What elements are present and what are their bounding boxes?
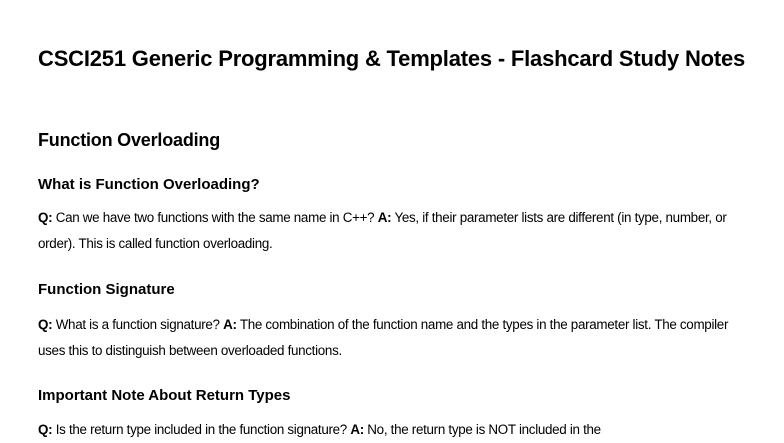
answer-label: A: [377,210,392,225]
card-heading-what-is-overloading: What is Function Overloading? [38,176,260,193]
question-label: Q: [38,317,53,332]
answer-label: A: [350,422,364,437]
question-text: What is a function signature? [52,317,224,332]
card-text-what-is-overloading [38,205,754,257]
card-text-function-signature [38,312,754,364]
card-text-return-types [38,417,754,443]
question-text: Can we have two functions with the same name in C++? [52,210,378,225]
card-heading-return-types: Important Note About Return Types [38,387,291,404]
answer-label: A: [223,317,237,332]
question-text: Is the return type included in the function signature? [52,422,351,437]
page-title: CSCI251 Generic Programming & Templates - Flashcard Study Notes [38,46,746,71]
answer-text: No, the return type is NOT included in the [363,422,601,437]
question-label: Q: [38,422,53,437]
question-label: Q: [38,210,53,225]
card-heading-function-signature: Function Signature [38,281,175,298]
answer-text: The combination of the function name and the types in the parameter list. The compiler uses this to distinguish between overloaded functions. [38,317,729,358]
answer-text: Yes, if their parameter lists are different (in type, number, or order). This is called function overloading. [38,210,727,251]
section-heading-function-overloading: Function Overloading [38,130,221,150]
